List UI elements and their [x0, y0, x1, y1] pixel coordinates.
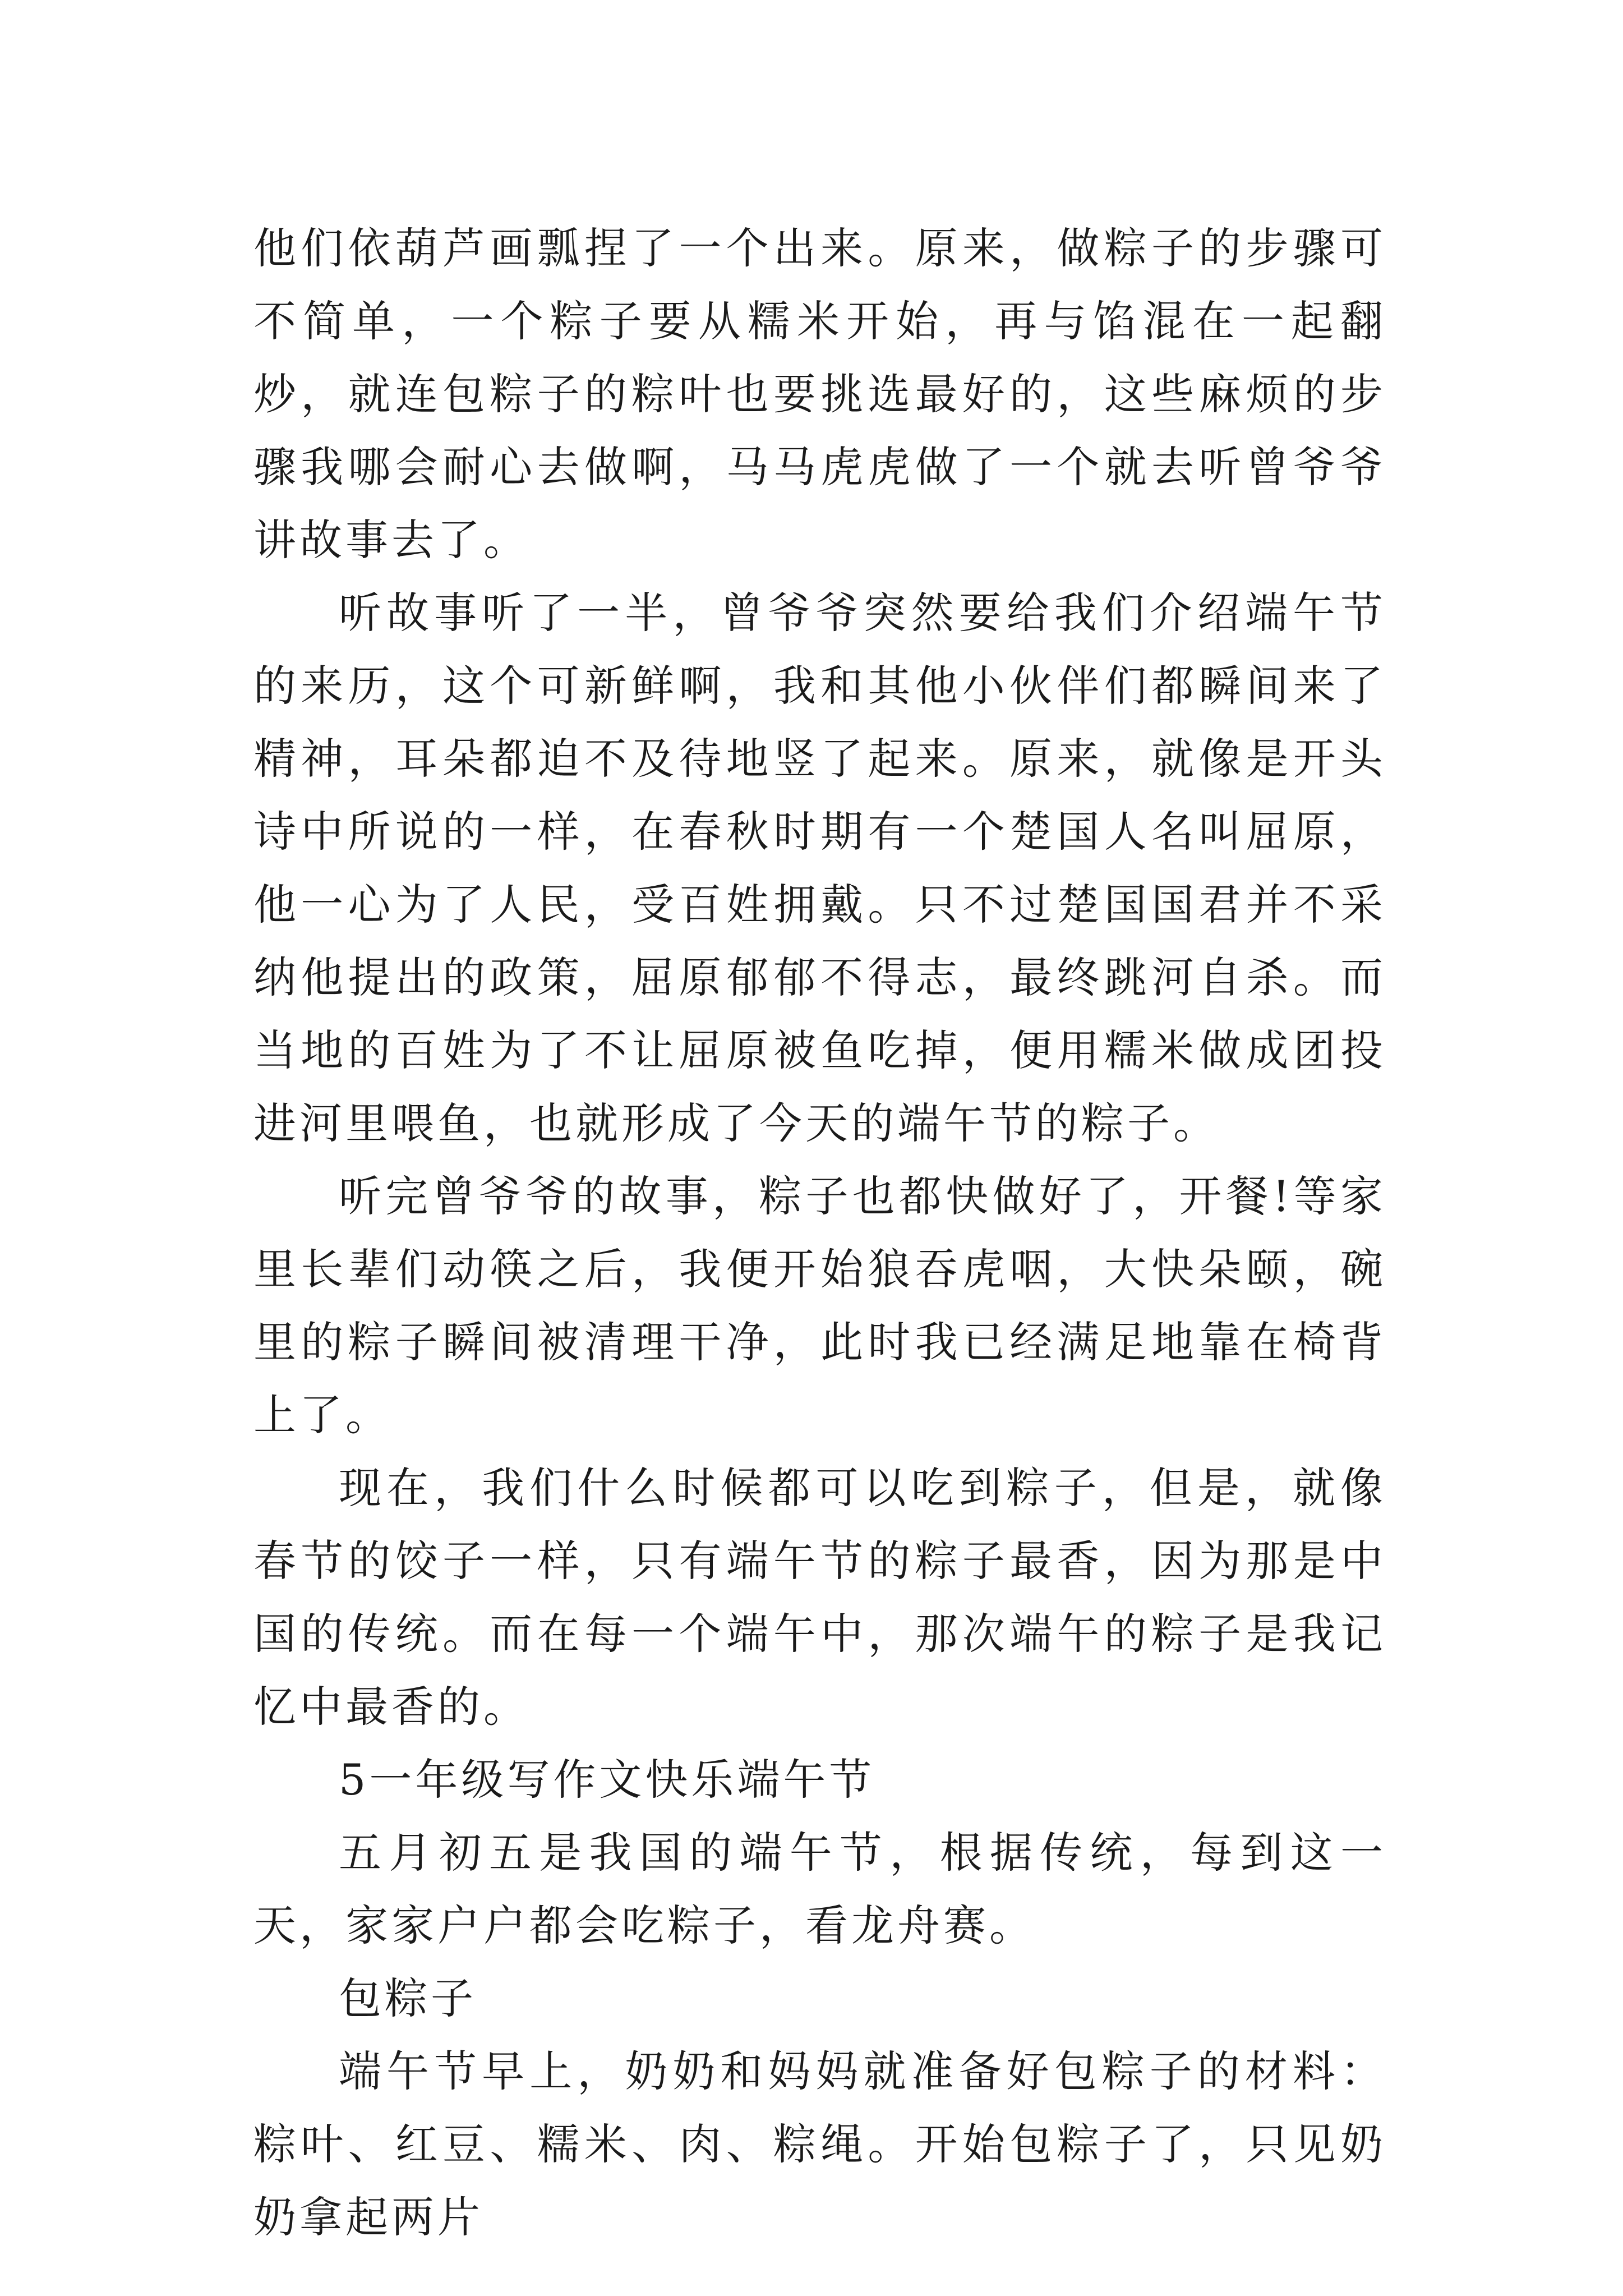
paragraph-story-continuation: 他们依葫芦画瓢捏了一个出来。原来，做粽子的步骤可不简单，一个粽子要从糯米开始，再与馅混在一起翻炒，就连包粽子的粽叶也要挑选最好的，这些麻烦的步骤我哪会耐心去做啊，马马虎虎做了一个就去听曾爷爷讲故事去了。: [253, 223, 1386, 565]
paragraph-dragon-boat-history: 听故事听了一半，曾爷爷突然要给我们介绍端午节的来历，这个可新鲜啊，我和其他小伙伴们都瞬间来了精神，耳朵都迫不及待地竖了起来。原来，就像是开头诗中所说的一样，在春秋时期有一个楚国人名叫屈原，他一心为了人民，受百姓拥戴。只不过楚国国君并不采纳他提出的政策，屈原郁郁不得志，最终跳河自杀。而当地的百姓为了不让屈原被鱼吃掉，便用糯米做成团投进河里喂鱼，也就形成了今天的端午节的粽子。: [253, 588, 1386, 1148]
document-body: [253, 212, 1386, 2254]
paragraph-wrapping-zongzi: 端午节早上，奶奶和妈妈就准备好包粽子的材料：粽叶、红豆、糯米、肉、粽绳。开始包粽子了，只见奶奶拿起两片: [253, 2046, 1386, 2242]
paragraph-conclusion: 现在，我们什么时候都可以吃到粽子，但是，就像春节的饺子一样，只有端午节的粽子最香，因为那是中国的传统。而在每一个端午中，那次端午的粽子是我记忆中最香的。: [253, 1463, 1386, 1732]
paragraph-intro: 五月初五是我国的端午节，根据传统，每到这一天，家家户户都会吃粽子，看龙舟赛。: [253, 1828, 1386, 1950]
paragraph-meal: 听完曾爷爷的故事，粽子也都快做好了，开餐!等家里长辈们动筷之后，我便开始狼吞虎咽，大快朵颐，碗里的粽子瞬间被清理干净，此时我已经满足地靠在椅背上了。: [253, 1171, 1386, 1440]
essay-title: 5一年级写作文快乐端午节: [339, 1755, 875, 1805]
section-heading: 包粽子: [339, 1973, 477, 2023]
